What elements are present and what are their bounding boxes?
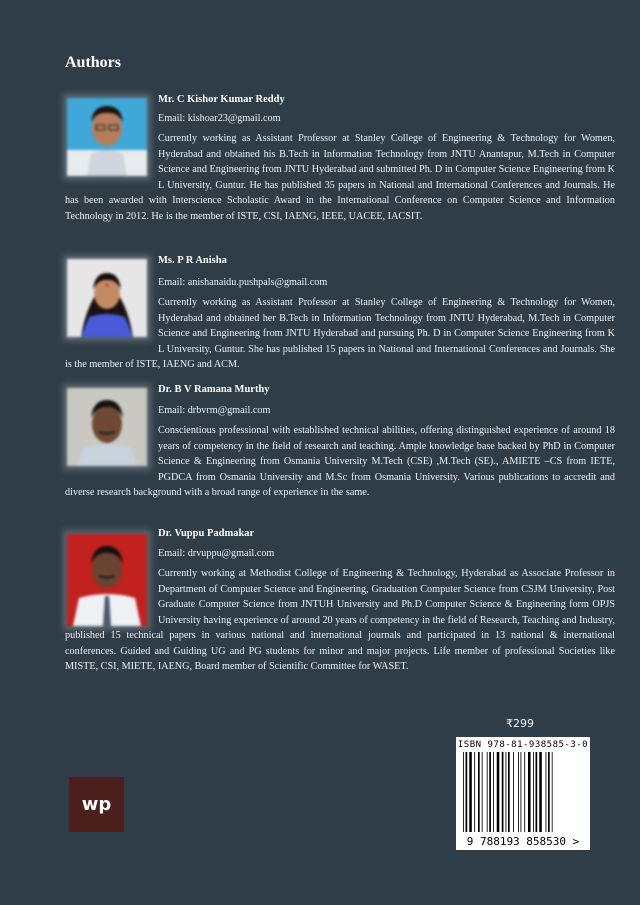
author-name: Mr. C Kishor Kumar Reddy [158,94,285,105]
author-email: Email: kishoar23@gmail.com [158,113,281,124]
photo-spacer [65,131,158,186]
photo-spacer [65,423,158,485]
photo-spacer [65,295,158,355]
author-bio: Conscientious professional with established technical abilities, offering distinguished experience of around 18 years of competency in the field of research and teaching. Ample knowledge base backed by PhD in Computer Science & Engineering from Osmania University M.Tech (CSE) ,M.Tech (SE)., AMIETE –CS from IETE, PGDCA from Osmania University and M.Sc from Osmania University. Various publications to accredit and diverse research background with a broad range of experience in the same. [65,425,615,498]
author-name: Dr. B V Ramana Murthy [158,384,270,395]
photo-spacer [65,566,158,628]
barcode-bars [463,752,583,832]
price-label: ₹299 [506,717,534,730]
section-heading: Authors [65,54,122,71]
isbn-digits: 9 788193 858530 > [466,835,580,848]
publisher-logo-text: wp [81,794,112,815]
author-name: Dr. Vuppu Padmakar [158,528,255,539]
isbn-label: ISBN 978-81-938585-3-0 [457,740,589,750]
author-bio: Currently working as Assistant Professor at Stanley College of Engineering & Technology for Women, Hyderabad and obtained his B.Tech in Information Technology from JNTU Anantapur, M.Tech in Computer Science and Engineering from JNTU Hyderabad and submitted Ph. D in Computer Science Engineering from K L University, Guntur. He has published 35 papers in National and International Conferences and Journals. He has been awarded with Interscience Scholastic Award in the International Conference on Computer Science and Information Technology in 2012. He is the member of ISTE, CSI, IAENG, IEEE, UACEE, IACSIT. [65,133,615,222]
isbn-barcode [456,737,590,850]
publisher-logo [69,777,124,832]
author-name: Ms. P R Anisha [158,255,227,266]
author-email: Email: drbvrm@gmail.com [158,405,271,416]
author-email: Email: anishanaidu.pushpals@gmail.com [158,277,328,288]
author-bio: Currently working as Assistant Professor at Stanley College of Engineering & Technology for Women, Hyderabad and obtained her B.Tech in Information Technology from JNTU Hyderabad, M.Tech in Computer Science and Engineering from JNTU Hyderabad and pursuing Ph. D in Computer Science Engineering from K L University, Guntur. She has published 15 papers in National and International Conferences and Journals. She is the member of ISTE, IAENG and ACM. [65,297,615,370]
author-email: Email: drvuppu@gmail.com [158,548,275,559]
author-bio: Currently working at Methodist College of Engineering & Technology, Hyderabad as Associate Professor in Department of Computer Science and Engineering, Graduation Computer Science from CSJM University, Post Graduate Computer Science from JNTUH University and Ph.D Computer Science & Engineering form OPJS University having experience of around 20 years of competency in the field of Research, Teaching and Industry, published 15 technical papers in various national and international journals and participated in 13 national & international conferences. Guided and Guiding UG and PG students for minor and major projects. Life member of professional Societies like MISTE, CSI, MIETE, IAENG, Board member of Scientific Committee for WASET. [65,568,615,672]
